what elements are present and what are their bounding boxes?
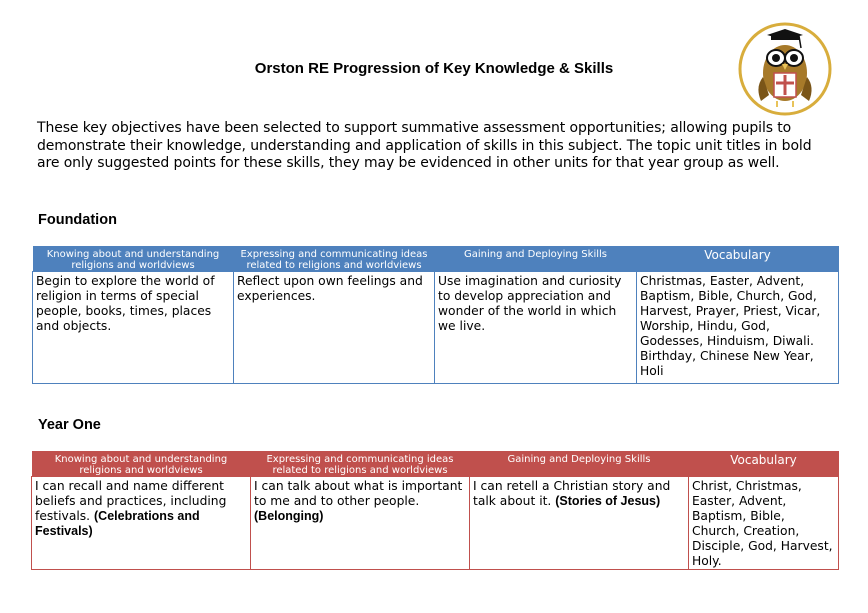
header-vocabulary: Vocabulary — [689, 451, 839, 477]
foundation-vocabulary-cell: Christmas, Easter, Advent, Baptism, Bible, Church, God, Harvest, Prayer, Priest, Vicar, Worship, Hindu, God, Godesses, Hinduism, Diwali. Birthday, Chinese New Year, Holi — [637, 272, 839, 384]
year-one-expressing-cell — [251, 477, 470, 570]
foundation-expressing-cell: Reflect upon own feelings and experiences. — [234, 272, 435, 384]
year-one-skills-cell — [470, 477, 689, 570]
header-expressing: Expressing and communicating ideas related to religions and worldviews — [234, 246, 435, 272]
header-knowing: Knowing about and understanding religions and worldviews — [33, 246, 234, 272]
foundation-table — [32, 246, 839, 384]
intro-paragraph: These key objectives have been selected to support summative assessment opportunities; allowing pupils to demonstrate their knowledge, understanding and application of skills in this subject. The topic unit titles in bold are only suggested points for these skills, they may be evidenced in other units for that year group as well. — [37, 120, 812, 171]
year-one-knowing-topic: (Celebrations and Festivals) — [35, 509, 200, 538]
header-skills: Gaining and Deploying Skills — [470, 451, 689, 477]
year-one-knowing-cell — [32, 477, 251, 570]
page-title: Orston RE Progression of Key Knowledge & Skills — [254, 60, 614, 77]
year-one-heading: Year One — [38, 417, 101, 433]
year-one-expressing-topic: (Belonging) — [254, 509, 324, 523]
year-one-vocabulary-cell: Christ, Christmas, Easter, Advent, Baptism, Bible, Church, Creation, Disciple, God, Harvest, Holy. — [689, 477, 839, 570]
table-row — [32, 477, 839, 570]
header-skills: Gaining and Deploying Skills — [435, 246, 637, 272]
foundation-heading: Foundation — [38, 212, 117, 228]
year-one-skills-topic: (Stories of Jesus) — [555, 494, 661, 508]
year-one-skills-text: I can retell a Christian story and talk about it. — [473, 479, 671, 508]
table-header-row — [32, 451, 839, 477]
year-one-table — [31, 451, 839, 570]
foundation-knowing-cell: Begin to explore the world of religion in terms of special people, books, times, places and objects. — [33, 272, 234, 384]
owl-crest-icon — [737, 21, 833, 117]
foundation-skills-cell: Use imagination and curiosity to develop appreciation and wonder of the world in which we live. — [435, 272, 637, 384]
year-one-knowing-text: I can recall and name different beliefs and practices, including festivals. — [35, 479, 227, 523]
year-one-expressing-text: I can talk about what is important to me and to other people. — [254, 479, 463, 508]
header-vocabulary: Vocabulary — [637, 246, 839, 272]
header-knowing: Knowing about and understanding religions and worldviews — [32, 451, 251, 477]
table-header-row — [33, 246, 839, 272]
header-expressing: Expressing and communicating ideas related to religions and worldviews — [251, 451, 470, 477]
table-row — [33, 272, 839, 384]
